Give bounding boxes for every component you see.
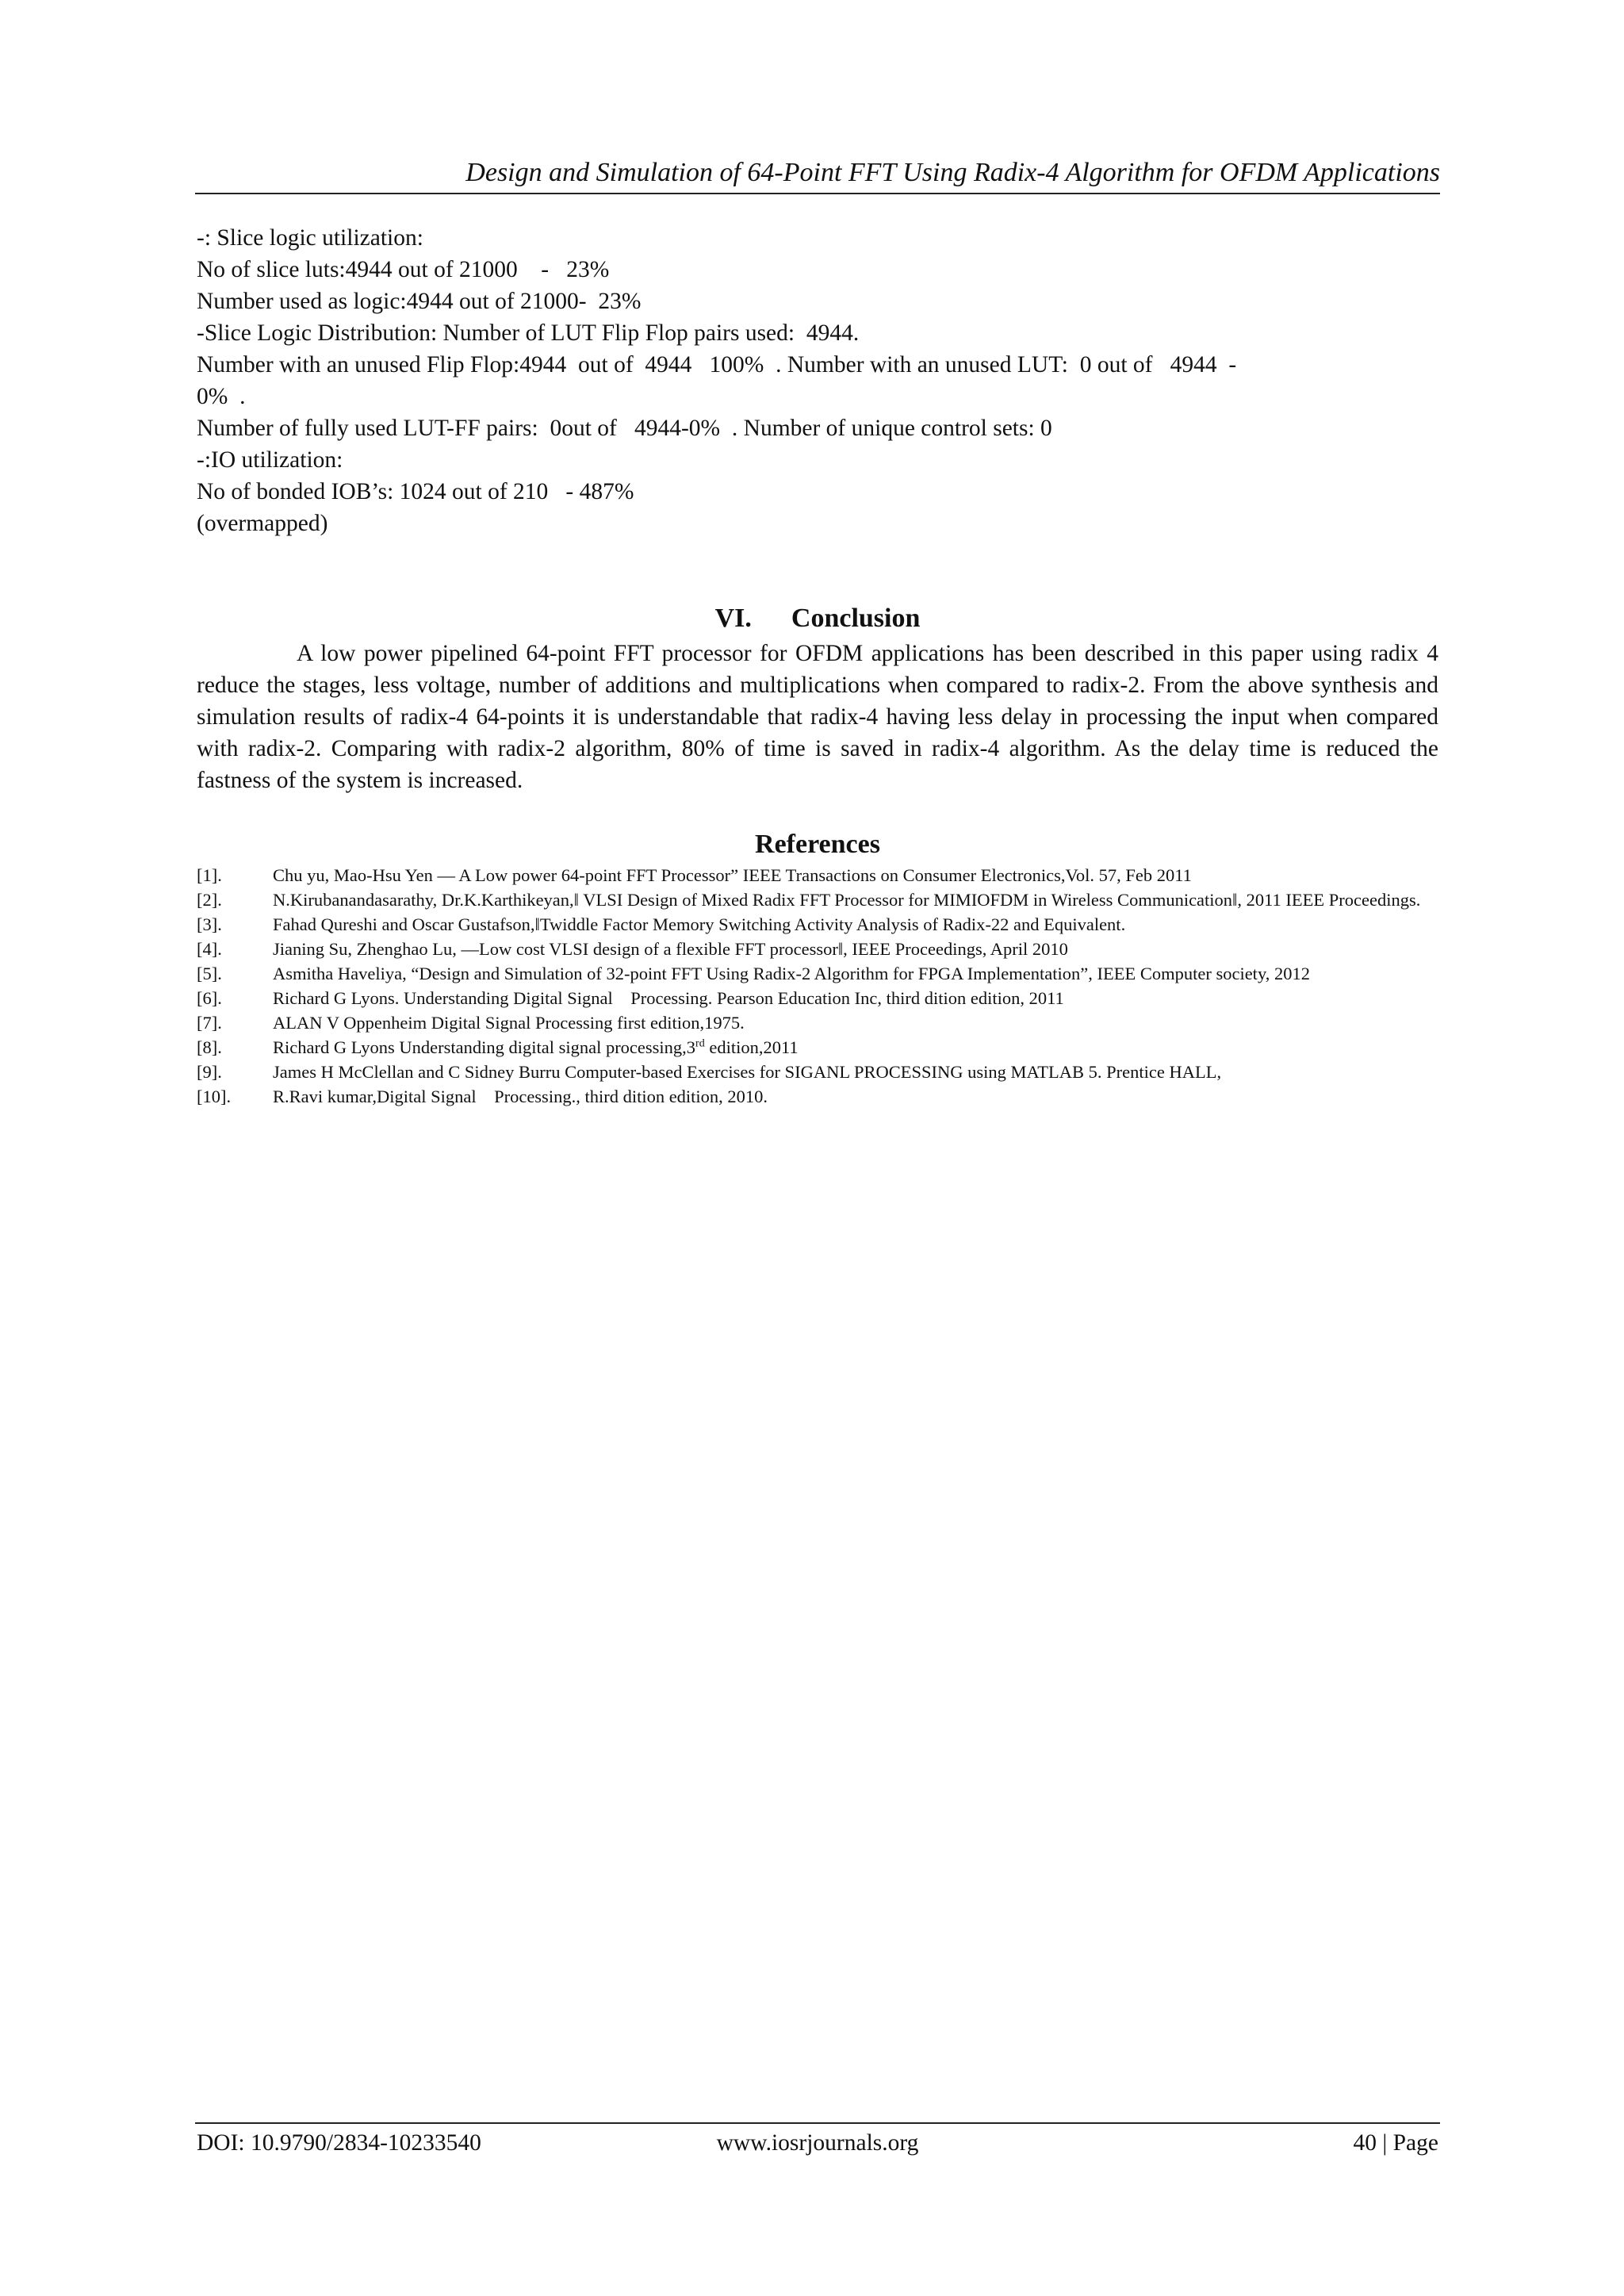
utilization-line: No of bonded IOB’s: 1024 out of 210 - 487% <box>197 479 634 504</box>
journal-website: www.iosrjournals.org <box>716 2130 919 2156</box>
reference-item <box>197 1084 1438 1109</box>
footer-rule <box>195 2122 1440 2124</box>
superscript: rd <box>695 1037 705 1050</box>
reference-item <box>197 1060 1438 1084</box>
page-number: 40 | Page <box>1353 2130 1438 2156</box>
reference-text: ALAN V Oppenheim Digital Signal Processing first edition,1975. <box>273 1013 745 1033</box>
running-header-title: Design and Simulation of 64-Point FFT Using Radix-4 Algorithm for OFDM Applications <box>465 158 1440 187</box>
utilization-line: -:IO utilization: <box>197 447 343 473</box>
reference-item <box>197 961 1438 986</box>
reference-number: [10]. <box>197 1087 232 1106</box>
reference-text: Jianing Su, Zhenghao Lu, ―Low cost VLSI design of a flexible FFT processor‖, IEEE Proceedings, April 2010 <box>273 939 1068 959</box>
references-list <box>197 863 1438 1109</box>
reference-text: R.Ravi kumar,Digital Signal Processing., third dition edition, 2010. <box>273 1087 768 1106</box>
utilization-line: Number of fully used LUT-FF pairs: 0out of 4944-0% . Number of unique control sets: 0 <box>197 416 1052 441</box>
reference-text: Asmitha Haveliya, “Design and Simulation of 32-point FFT Using Radix-2 Algorithm for FPGA Implementation”, IEEE Computer society, 2012 <box>273 964 1310 983</box>
reference-number: [9]. <box>197 1062 222 1082</box>
reference-text-part: Richard G Lyons Understanding digital signal processing,3 <box>273 1037 696 1057</box>
doi-label: DOI: 10.9790/2834-10233540 <box>197 2130 481 2156</box>
reference-text: Fahad Qureshi and Oscar Gustafson,‖Twiddle Factor Memory Switching Activity Analysis of Radix-22 and Equivalent. <box>273 914 1126 934</box>
reference-text-part: edition,2011 <box>704 1037 799 1057</box>
conclusion-paragraph: A low power pipelined 64-point FFT processor for OFDM applications has been described in this paper using radix 4 reduce the stages, less voltage, number of additions and multiplications when compared to radix-2. From the above synthesis and simulation results of radix-4 64-points it is understandable that radix-4 having less delay in processing the input when compared with radix-2. Comparing with radix-2 algorithm, 80% of time is saved in radix-4 algorithm. As the delay time is reduced the fastness of the system is increased. <box>197 641 1438 793</box>
reference-text: Chu yu, Mao-Hsu Yen ― A Low power 64-point FFT Processor” IEEE Transactions on Consumer Electronics,Vol. 57, Feb 2011 <box>273 865 1192 885</box>
reference-number: [7]. <box>197 1013 222 1033</box>
header-rule <box>195 193 1440 194</box>
conclusion-heading <box>195 601 1440 636</box>
reference-text: N.Kirubanandasarathy, Dr.K.Karthikeyan,‖ VLSI Design of Mixed Radix FFT Processor for MIMIOFDM in Wireless Communication‖, 2011 IEEE Proceedings. <box>273 890 1421 910</box>
reference-number: [4]. <box>197 939 222 959</box>
reference-text <box>273 1035 1438 1060</box>
utilization-line: Number with an unused Flip Flop:4944 out of 4944 100% . Number with an unused LUT: 0 out of 4944 - <box>197 352 1237 378</box>
utilization-line: 0% . <box>197 384 246 409</box>
reference-item <box>197 912 1438 937</box>
section-number: VI. <box>714 604 752 633</box>
reference-number: [5]. <box>197 964 222 983</box>
utilization-line: No of slice luts:4944 out of 21000 - 23% <box>197 257 610 282</box>
section-title: Conclusion <box>791 604 921 633</box>
references-heading: References <box>755 830 880 859</box>
reference-number: [1]. <box>197 865 222 885</box>
reference-item <box>197 887 1438 912</box>
reference-text: Richard G Lyons. Understanding Digital Signal Processing. Pearson Education Inc, third dition edition, 2011 <box>273 988 1064 1008</box>
reference-item <box>197 863 1438 887</box>
reference-text: James H McClellan and C Sidney Burru Computer-based Exercises for SIGANL PROCESSING using MATLAB 5. Prentice HALL, <box>273 1062 1222 1082</box>
reference-item <box>197 986 1438 1010</box>
reference-item <box>197 1010 1438 1035</box>
reference-number: [6]. <box>197 988 222 1008</box>
utilization-line: -: Slice logic utilization: <box>197 225 423 251</box>
utilization-block <box>197 222 1434 539</box>
utilization-line: Number used as logic:4944 out of 21000- 23% <box>197 289 642 314</box>
utilization-line: -Slice Logic Distribution: Number of LUT Flip Flop pairs used: 4944. <box>197 320 860 346</box>
reference-item <box>197 937 1438 961</box>
utilization-line: (overmapped) <box>197 511 328 536</box>
reference-number: [2]. <box>197 890 222 910</box>
reference-number: [8]. <box>197 1037 222 1057</box>
reference-item <box>197 1035 1438 1060</box>
reference-number: [3]. <box>197 914 222 934</box>
